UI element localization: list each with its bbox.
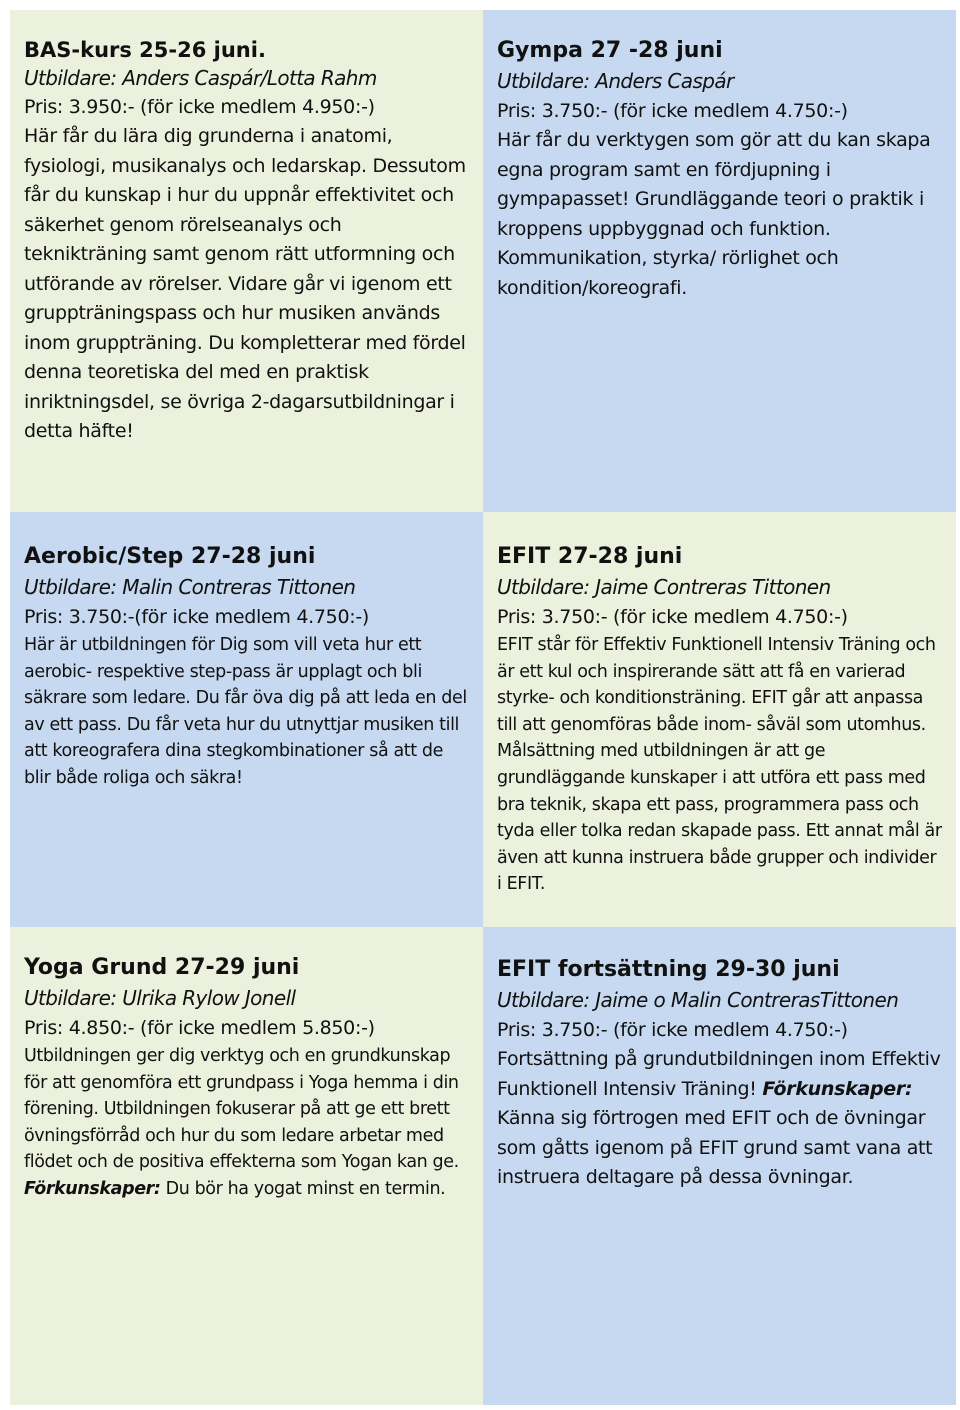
course-instructor: Utbildare: Ulrika Rylow Jonell — [24, 986, 296, 1010]
course-instructor: Utbildare: Anders Caspár — [497, 69, 734, 93]
course-price: Pris: 3.750:- (för icke medlem 4.750:-) — [497, 1019, 848, 1041]
course-instructor: Utbildare: Jaime o Malin ContrerasTittonen — [497, 988, 899, 1012]
course-description: Här är utbildningen för Dig som vill veta hur ett aerobic- respektive step-pass är upplagt och bli säkrare som ledare. Du får öva dig på att leda en del av ett pass. Du får veta hur du utnyttjar musiken till att koreografera dina stegkombinationer så att de blir både roliga och säkra! — [24, 635, 467, 788]
course-yoga-grund — [10, 927, 483, 1405]
course-description — [497, 1045, 942, 1193]
course-description-text: Fortsättning på grundutbildningen inom Effektiv Funktionell Intensiv Träning! — [497, 1048, 941, 1100]
course-description: Här får du lära dig grunderna i anatomi, fysiologi, musikanalys och ledarskap. Dessutom får du kunskap i hur du uppnår effektivitet och säkerhet genom rörelseanalys och teknikträning samt genom rätt utformning och utförande av rörelser. Vidare går vi igenom ett gruppträningspass och hur musiken används inom gruppträning. Du kompletterar med fördel denna teoretiska del med en praktisk inriktningsdel, se övriga 2-dagarsutbildningar i detta häfte! — [24, 125, 466, 442]
course-description-text: Utbildningen ger dig verktyg och en grundkunskap för att genomföra ett grundpass i Yoga hemma i din förening. Utbildningen fokuserar på att ge ett brett övningsförråd och hur du som ledare arbetar med flödet och de positiva effekterna som Yogan kan ge. — [24, 1046, 459, 1173]
course-price: Pris: 4.850:- (för icke medlem 5.850:-) — [24, 1017, 375, 1039]
course-price: Pris: 3.750:- (för icke medlem 4.750:-) — [497, 606, 848, 628]
course-price: Pris: 3.750:- (för icke medlem 4.750:-) — [497, 100, 848, 122]
course-bas-kurs — [10, 10, 483, 512]
course-aerobic-step — [10, 512, 483, 927]
prerequisites-label: Förkunskaper: — [762, 1077, 913, 1100]
course-description: EFIT står för Effektiv Funktionell Intensiv Träning och är ett kul och inspirerande sätt att få en varierad styrke- och konditionsträning. EFIT går att anpassa till att genomföras både inom- såväl som utomhus. Målsättning med utbildningen är att ge grundläggande kunskaper i att utföra ett pass med bra teknik, skapa ett pass, programmera pass och tyda eller tolka redan skapade pass. Ett annat mål är även att kunna instruera både grupper och individer i EFIT. — [497, 635, 942, 895]
course-instructor: Utbildare: Malin Contreras Tittonen — [24, 575, 356, 599]
course-title: EFIT fortsättning 29-30 juni — [497, 957, 840, 982]
prerequisites-label: Förkunskaper: — [24, 1178, 161, 1199]
course-title: Gympa 27 -28 juni — [497, 38, 723, 63]
course-title: BAS-kurs 25-26 juni. — [24, 38, 266, 62]
course-instructor: Utbildare: Jaime Contreras Tittonen — [497, 575, 831, 599]
course-efit — [483, 512, 956, 927]
prerequisites-text: Du bör ha yogat minst en termin. — [165, 1178, 446, 1199]
course-price: Pris: 3.750:-(för icke medlem 4.750:-) — [24, 606, 369, 628]
course-price: Pris: 3.950:- (för icke medlem 4.950:-) — [24, 96, 375, 118]
course-efit-fortsattning — [483, 927, 956, 1405]
course-title: Yoga Grund 27-29 juni — [24, 955, 300, 980]
course-description — [24, 1043, 469, 1203]
course-instructor: Utbildare: Anders Caspár/Lotta Rahm — [24, 66, 377, 90]
prerequisites-text: Känna sig förtrogen med EFIT och de övningar som gåtts igenom på EFIT grund samt vana att instruera deltagare på dessa övningar. — [497, 1107, 933, 1188]
course-title: EFIT 27-28 juni — [497, 544, 683, 569]
course-description: Här får du verktygen som gör att du kan skapa egna program samt en fördjupning i gympapasset! Grundläggande teori o praktik i kroppens uppbyggnad och funktion. Kommunikation, styrka/ rörlighet och kondition/koreografi. — [497, 129, 931, 299]
course-title: Aerobic/Step 27-28 juni — [24, 544, 316, 569]
course-gympa — [483, 10, 956, 512]
